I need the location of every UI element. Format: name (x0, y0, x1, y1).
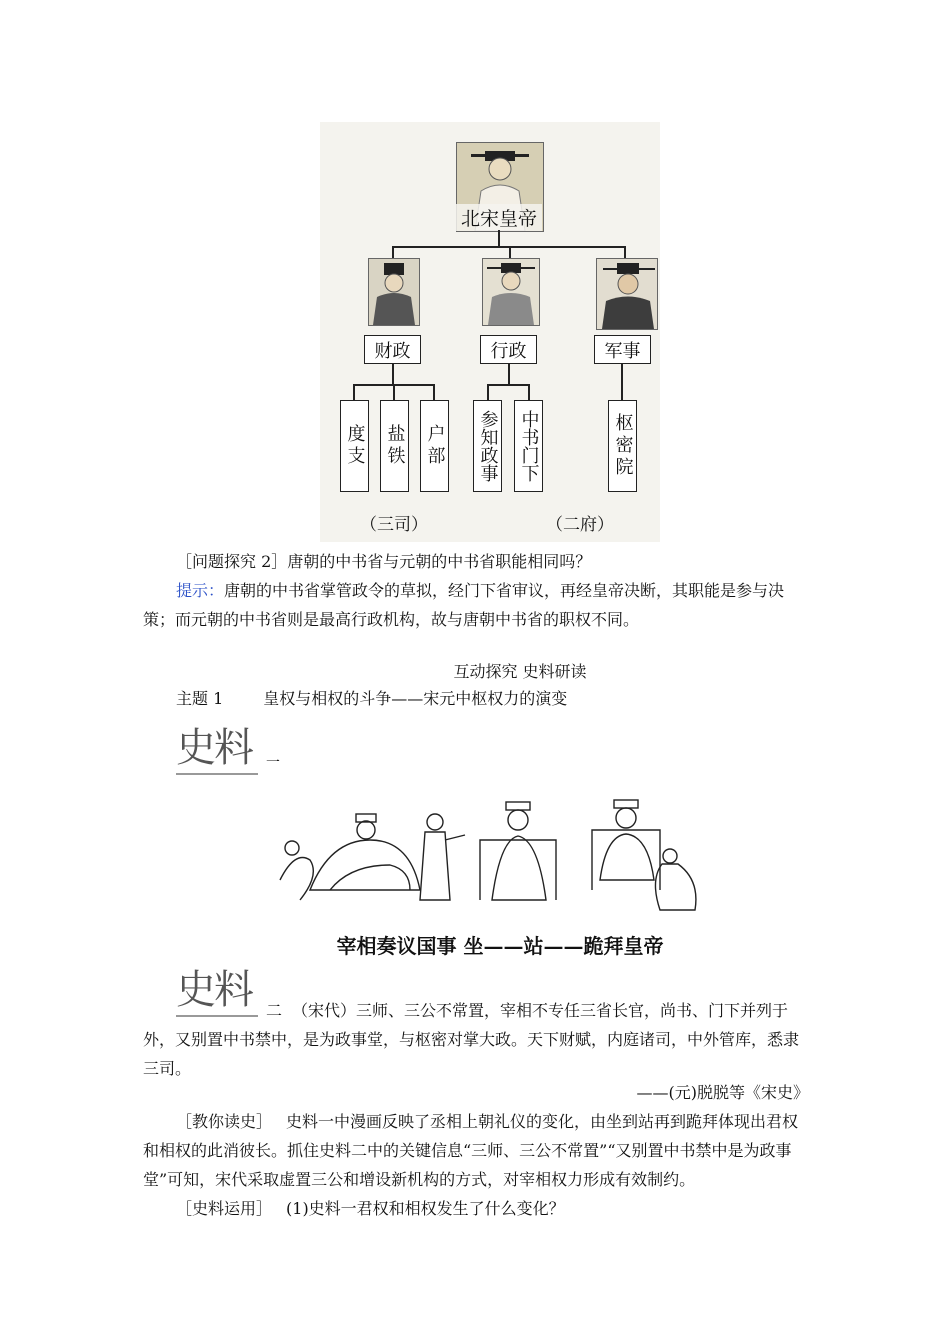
admin-official-portrait (482, 258, 540, 326)
cartoon-caption: 宰相奏议国事 坐——站——跪拜皇帝 (336, 934, 664, 958)
finance-official-portrait (368, 258, 420, 326)
usage-label: ［史料运用］ (176, 1199, 273, 1218)
material-1-number: 一 (266, 755, 280, 771)
military-official-portrait (596, 258, 658, 330)
office-duzhi: 度支 (340, 400, 369, 492)
guide-text: 史料一中漫画反映了丞相上朝礼仪的变化，由坐到站再到跪拜体现出君权和相权的此消彼长。抓住史料二中的关键信息“三师、三公不常置”“又别置中书禁中是为政事堂”可知，宋代采取虚置三公和增设新机构的方式，对宰相权力形成有效制约。 (143, 1112, 799, 1189)
hint-paragraph (143, 576, 809, 634)
finance-branch-box: 财政 (364, 335, 421, 364)
group-san-si: （三司） (360, 515, 428, 535)
song-central-government-diagram (320, 122, 660, 542)
admin-branch-box: 行政 (480, 335, 537, 364)
material-2-text: （宋代）三师、三公不常置，宰相不专任三省长官，尚书、门下并列于外，又别置中书禁中，是为政事堂，与枢密对掌大政。天下财赋，内庭诸司，中外管库，悉隶三司。 (143, 1001, 800, 1078)
question-2: ［问题探究 2］唐朝的中书省与元朝的中书省职能相同吗？ (176, 552, 592, 571)
emperor-label: 北宋皇帝 (456, 204, 542, 231)
courtesy-cartoon (270, 780, 710, 958)
office-hubu: 户部 (420, 400, 449, 492)
material-2-number: 二 (266, 1001, 283, 1020)
hint-text: 唐朝的中书省掌管政令的草拟，经门下省审议，再经皇帝决断，其职能是参与决策；而元朝的中书省则是最高行政机构，故与唐朝中书省的职权不同。 (143, 581, 785, 629)
material-1-logo: 史料 (176, 716, 258, 775)
guide-label: ［教你读史］ (176, 1112, 273, 1131)
office-shumiyuan: 枢密院 (608, 400, 637, 492)
office-zhongshumenxia: 中书门下 (514, 400, 543, 492)
topic-line (176, 684, 816, 713)
topic-title: 皇权与相权的斗争——宋元中枢权力的演变 (263, 689, 568, 708)
material-2-logo: 史料 (176, 958, 258, 1017)
topic-label: 主题 1 (176, 689, 224, 708)
usage-question: (1)史料一君权和相权发生了什么变化？ (286, 1199, 565, 1218)
office-yantie: 盐铁 (380, 400, 409, 492)
usage-line (176, 1194, 816, 1223)
material-2-paragraph (143, 996, 809, 1083)
material-2-source: ——(元)脱脱等《宋史》 (636, 1083, 809, 1102)
military-branch-box: 军事 (594, 335, 651, 364)
guide-paragraph (143, 1107, 809, 1194)
hint-label: 提示： (176, 581, 225, 600)
section-heading: 互动探究 史料研读 (453, 662, 587, 681)
office-canzhizhengshi: 参知政事 (473, 400, 502, 492)
group-er-fu: （二府） (546, 515, 614, 535)
